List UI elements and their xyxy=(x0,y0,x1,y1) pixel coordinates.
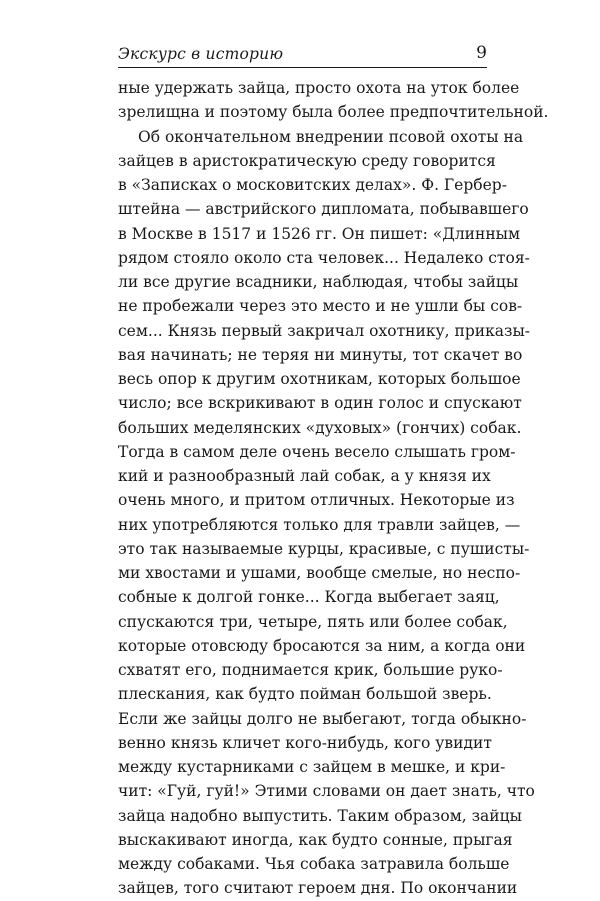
text-line: в «Записках о московитских делах». Ф. Гербер- xyxy=(118,176,507,194)
text-line: плескания, как будто пойман большой зверь. xyxy=(118,685,492,704)
text-line: выскакивают иногда, как будто сонные, прыгая xyxy=(118,830,513,849)
text-line: зайцев в аристократическую среду говорится xyxy=(118,151,496,170)
text-line: чит: «Гуй, гуй!» Этими словами он дает знать, что xyxy=(118,782,535,801)
text-line: них употребляются только для травли зайцев, — xyxy=(118,515,521,534)
text-line: сем... Князь первый закричал охотнику, приказы- xyxy=(118,321,531,340)
text-line: ли все другие всадники, наблюдая, чтобы зайцы xyxy=(118,273,519,291)
text-line: число; все вскрикивают в один голос и спускают xyxy=(118,394,522,413)
text-line: собные к долгой гонке... Когда выбегает заяц, xyxy=(118,588,500,607)
text-line: больших меделянских «духовых» (гончих) собак. xyxy=(118,418,522,437)
text-line: вая начинать; не теряя ни минуты, тот скачет во xyxy=(118,345,523,364)
page-number: 9 xyxy=(476,43,487,63)
text-line: очень много, и притом отличных. Некоторые из xyxy=(118,491,515,510)
text-line: ные удержать зайца, просто охота на уток более xyxy=(118,79,520,97)
text-line: которые отовсюду бросаются за ним, а когда они xyxy=(118,636,526,655)
running-title: Экскурс в историю xyxy=(118,45,284,63)
text-line: Если же зайцы долго не выбегают, тогда обыкно- xyxy=(118,709,527,728)
text-line: в Москве в 1517 и 1526 гг. Он пишет: «Длинным xyxy=(118,224,521,243)
text-line: венно князь кличет кого-нибудь, кого увидит xyxy=(118,733,492,752)
text-line: зайцев, того считают героем дня. По окончании xyxy=(118,879,518,898)
text-line: рядом стояло около ста человек... Недалеко стоя- xyxy=(118,248,530,267)
body-text xyxy=(118,76,549,901)
text-line: штейна — австрийского дипломата, побывавшего xyxy=(118,200,529,219)
header-rule xyxy=(118,67,487,68)
text-line: не пробежали через это место и не ушли бы сов- xyxy=(118,297,523,316)
running-head xyxy=(118,44,487,68)
text-line: зрелищна и поэтому была более предпочтительной. xyxy=(118,103,549,122)
text-line: спускаются три, четыре, пять или более собак, xyxy=(118,612,508,631)
text-line: Тогда в самом деле очень весело слышать гром- xyxy=(118,442,516,461)
text-line: Об окончательном внедрении псовой охоты на xyxy=(138,127,524,146)
text-line: это так называемые курцы, красивые, с пушисты- xyxy=(118,539,530,558)
text-line: между кустарниками с зайцем в мешке, и кри- xyxy=(118,758,506,776)
text-line: зайца надобно выпустить. Таким образом, зайцы xyxy=(118,806,522,825)
text-line: весь опор к другим охотникам, которых большое xyxy=(118,370,521,388)
text-line: ми хвостами и ушами, вообще смелые, но неспо- xyxy=(118,564,521,582)
text-line: между собаками. Чья собака затравила больше xyxy=(118,855,510,873)
text-line: кий и разнообразный лай собак, а у князя их xyxy=(118,467,491,485)
text-line: схватят его, поднимается крик, большие руко- xyxy=(118,661,503,679)
